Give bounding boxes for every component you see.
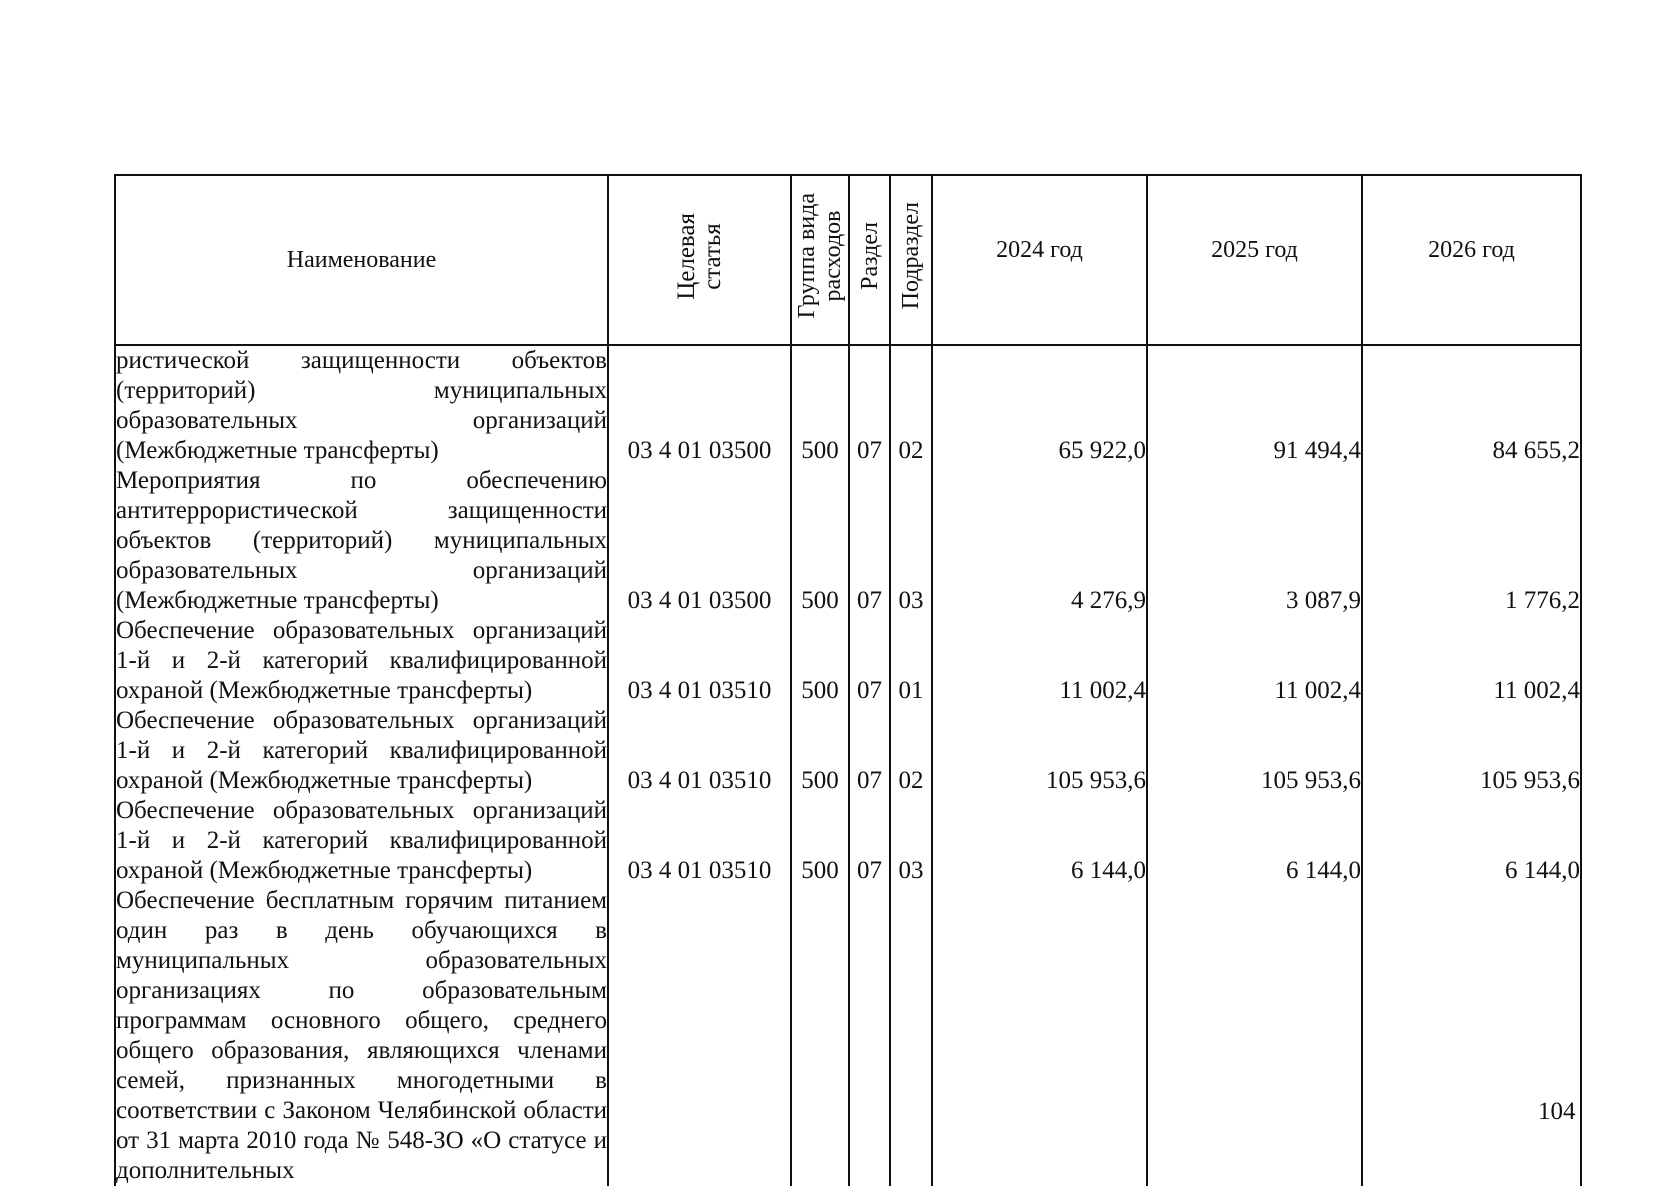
row-target: 03 4 01 03500	[608, 466, 791, 616]
header-2024: 2024 год	[932, 175, 1147, 345]
row-2024	[932, 886, 1147, 1186]
row-section	[849, 886, 890, 1186]
row-target: 03 4 01 03500	[608, 345, 791, 466]
row-section: 07	[849, 345, 890, 466]
row-name: ристической защищенности объектов (территорий) муниципальных образовательных организаций (Межбюджетные трансферты)	[116, 347, 607, 464]
table-row	[115, 345, 1581, 466]
row-group: 500	[791, 616, 849, 706]
row-name: Мероприятия по обеспечению антитеррористической защищенности объектов (территорий) муниципальных образовательных организаций (Межбюджетные трансферты)	[116, 467, 607, 614]
row-subsection: 02	[890, 706, 932, 796]
row-2026: 11 002,4	[1362, 616, 1581, 706]
table-row	[115, 466, 1581, 616]
row-2026: 84 655,2	[1362, 345, 1581, 466]
row-section: 07	[849, 796, 890, 886]
row-subsection: 03	[890, 796, 932, 886]
row-2024: 65 922,0	[932, 345, 1147, 466]
table-row	[115, 886, 1581, 1186]
row-name: Обеспечение образовательных организаций 1-й и 2-й категорий квалифицированной охраной (Межбюджетные трансферты)	[116, 707, 607, 794]
row-subsection: 01	[890, 616, 932, 706]
header-subsection: Подраздел	[890, 175, 932, 345]
table-row	[115, 706, 1581, 796]
row-group: 500	[791, 706, 849, 796]
row-2024: 4 276,9	[932, 466, 1147, 616]
row-target	[608, 886, 791, 1186]
row-2025: 105 953,6	[1147, 706, 1362, 796]
table-header-row	[115, 175, 1581, 345]
row-name: Обеспечение бесплатным горячим питанием один раз в день обучающихся в муниципальных образовательных организациях по образовательным программам основного общего, среднего общего образования, являющихся членами семей, признанных многодетными в соответствии с Законом Челябинской области от 31 марта 2010 года № 548-ЗО «О статусе и дополнительных	[116, 887, 607, 1184]
row-2026: 105 953,6	[1362, 706, 1581, 796]
row-2026	[1362, 886, 1581, 1186]
row-2024: 6 144,0	[932, 796, 1147, 886]
header-section: Раздел	[849, 175, 890, 345]
row-group: 500	[791, 466, 849, 616]
header-target: Целевая статья	[608, 175, 791, 345]
row-name: Обеспечение образовательных организаций 1-й и 2-й категорий квалифицированной охраной (Межбюджетные трансферты)	[116, 797, 607, 884]
row-2025: 3 087,9	[1147, 466, 1362, 616]
row-group: 500	[791, 345, 849, 466]
row-2024: 11 002,4	[932, 616, 1147, 706]
row-target: 03 4 01 03510	[608, 616, 791, 706]
row-2025: 6 144,0	[1147, 796, 1362, 886]
table-row	[115, 796, 1581, 886]
header-expense-group: Группа вида расходов	[791, 175, 849, 345]
row-subsection	[890, 886, 932, 1186]
row-2025: 11 002,4	[1147, 616, 1362, 706]
row-group: 500	[791, 796, 849, 886]
page-number: 104	[1538, 1098, 1576, 1125]
row-name: Обеспечение образовательных организаций 1-й и 2-й категорий квалифицированной охраной (Межбюджетные трансферты)	[116, 617, 607, 704]
row-subsection: 03	[890, 466, 932, 616]
table-row	[115, 616, 1581, 706]
row-2026: 1 776,2	[1362, 466, 1581, 616]
row-2025: 91 494,4	[1147, 345, 1362, 466]
row-subsection: 02	[890, 345, 932, 466]
header-2026: 2026 год	[1362, 175, 1581, 345]
row-section: 07	[849, 466, 890, 616]
budget-table	[114, 174, 1582, 1186]
row-section: 07	[849, 616, 890, 706]
header-2025: 2025 год	[1147, 175, 1362, 345]
row-2025	[1147, 886, 1362, 1186]
row-target: 03 4 01 03510	[608, 796, 791, 886]
row-section: 07	[849, 706, 890, 796]
row-group	[791, 886, 849, 1186]
row-2024: 105 953,6	[932, 706, 1147, 796]
header-name: Наименование	[115, 175, 608, 345]
row-2026: 6 144,0	[1362, 796, 1581, 886]
row-target: 03 4 01 03510	[608, 706, 791, 796]
